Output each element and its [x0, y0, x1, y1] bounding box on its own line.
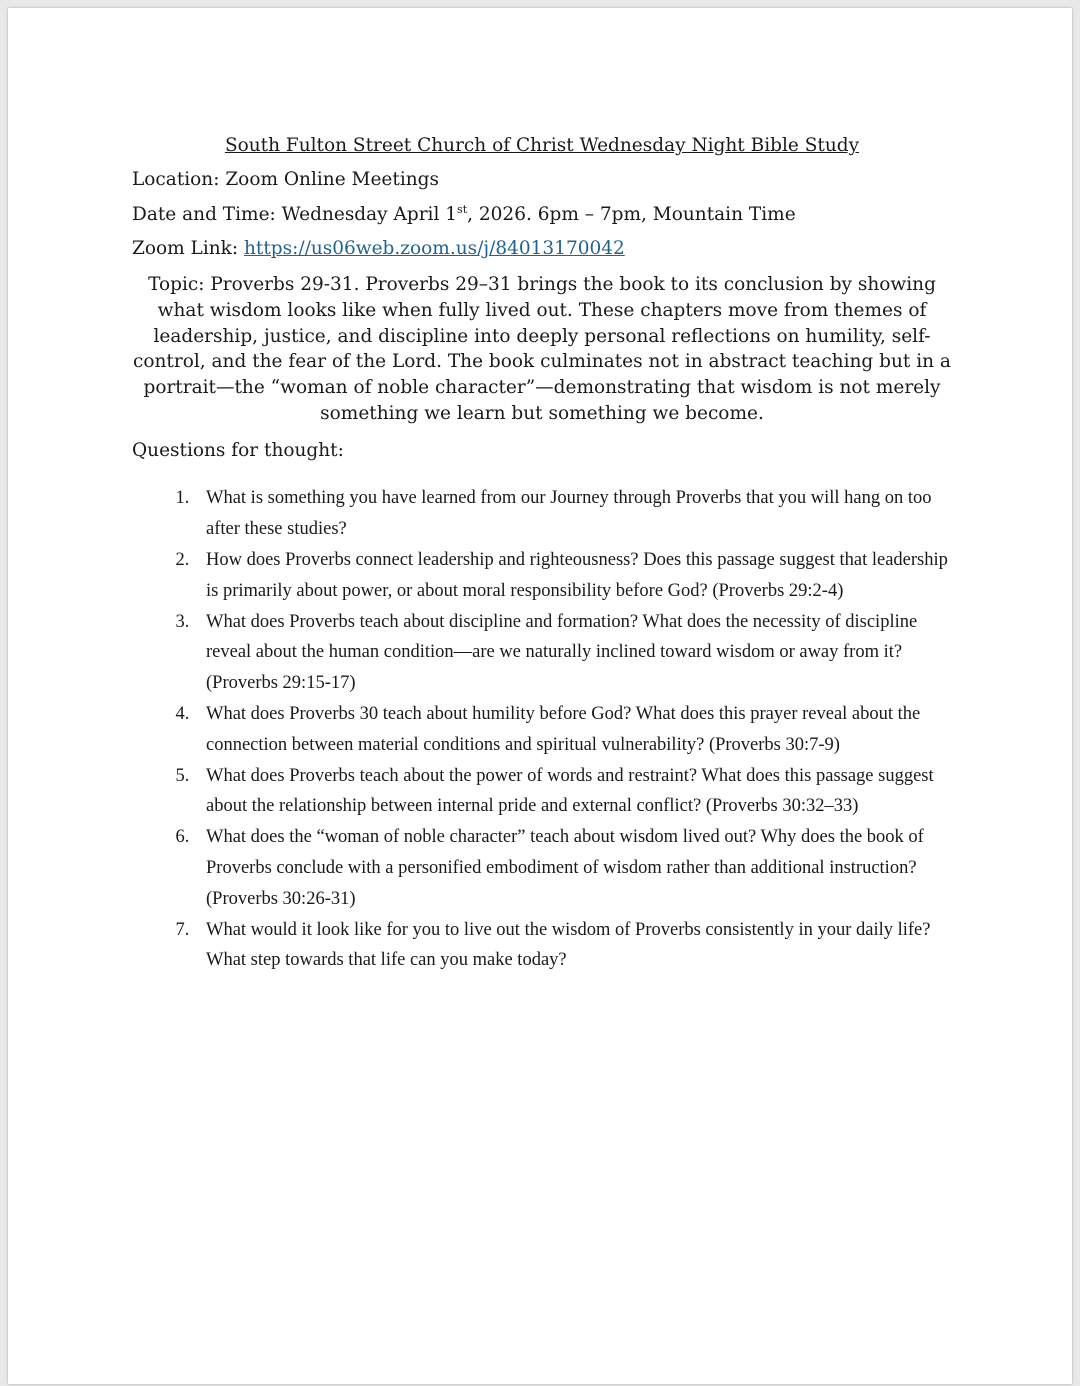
question-item: 7. What would it look like for you to live out the wisdom of Proverbs consistently in your daily life? What step towards that life can you make today?	[194, 915, 952, 977]
question-item: 5. What does Proverbs teach about the power of words and restraint? What does this passage suggest about the relationship between internal pride and external conflict? (Proverbs 30:32–33)	[194, 761, 952, 823]
datetime-suffix: , 2026. 6pm – 7pm, Mountain Time	[467, 204, 796, 226]
question-item: 1. What is something you have learned from our Journey through Proverbs that you will hang on too after these studies?	[194, 483, 952, 545]
zoom-line	[132, 238, 952, 259]
question-item: 2. How does Proverbs connect leadership and righteousness? Does this passage suggest that leadership is primarily about power, or about moral responsibility before God? (Proverbs 29:2-4)	[194, 545, 952, 607]
topic-paragraph: Topic: Proverbs 29-31. Proverbs 29–31 brings the book to its conclusion by showing what wisdom looks like when fully lived out. These chapters move from themes of leadership, justice, and discipline into deeply personal reflections on humility, self-control, and the fear of the Lord. The book culminates not in abstract teaching but in a portrait—the “woman of noble character”—demonstrating that wisdom is not merely something we learn but something we become.	[133, 274, 951, 424]
question-item: 3. What does Proverbs teach about discipline and formation? What does the necessity of discipline reveal about the human condition—are we naturally inclined toward wisdom or away from it? (Proverbs 29:15-17)	[194, 607, 952, 699]
questions-list	[132, 483, 952, 976]
document-title: South Fulton Street Church of Christ Wednesday Night Bible Study	[224, 135, 860, 156]
document-page	[8, 8, 1072, 1384]
document-content	[132, 135, 952, 976]
question-item: 4. What does Proverbs 30 teach about humility before God? What does this prayer reveal about the connection between material conditions and spiritual vulnerability? (Proverbs 30:7-9)	[194, 699, 952, 761]
datetime-line	[132, 203, 952, 225]
zoom-link[interactable]: https://us06web.zoom.us/j/84013170042	[244, 238, 625, 260]
questions-heading: Questions for thought:	[132, 440, 344, 462]
datetime-prefix: Date and Time: Wednesday April 1	[132, 204, 458, 226]
question-item: 6. What does the “woman of noble character” teach about wisdom lived out? Why does the book of Proverbs conclude with a personified embodiment of wisdom rather than additional instruction? (Proverbs 30:26-31)	[194, 822, 952, 914]
location-line: Location: Zoom Online Meetings	[132, 169, 439, 190]
datetime-superscript: st	[457, 203, 468, 216]
zoom-label: Zoom Link:	[132, 238, 244, 260]
